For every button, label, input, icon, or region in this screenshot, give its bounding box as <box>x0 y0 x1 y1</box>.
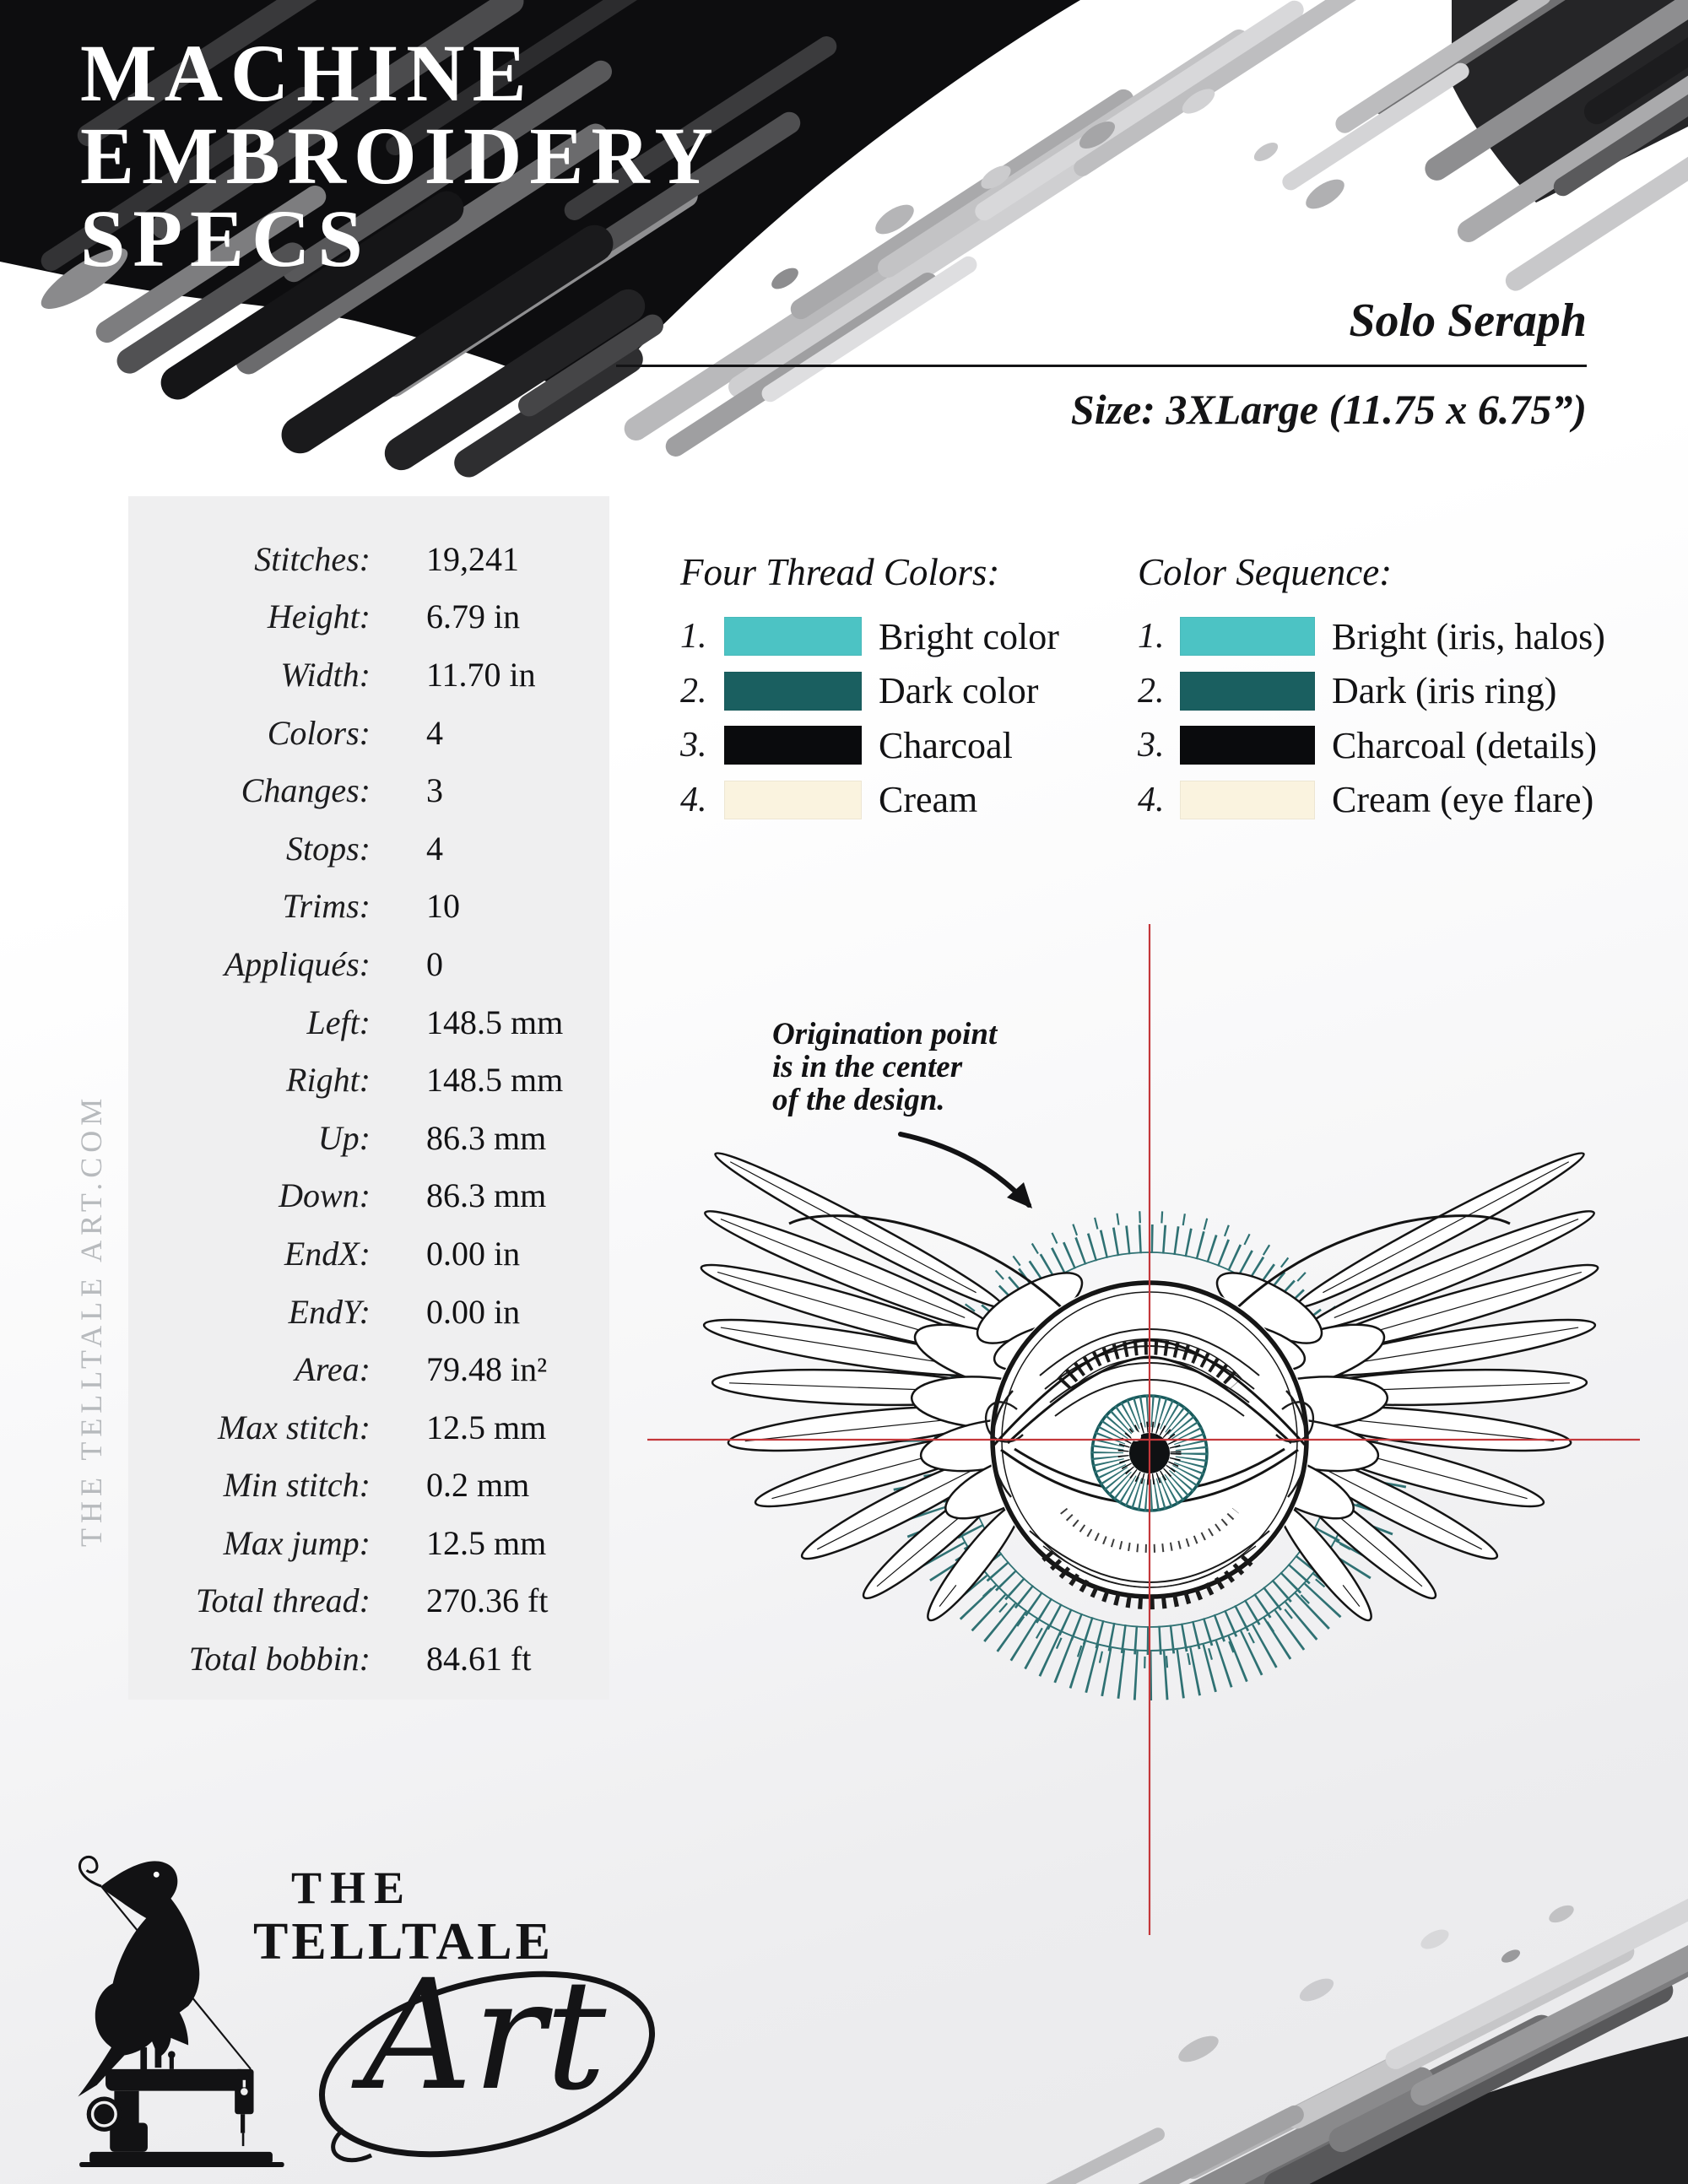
spec-label: Colors: <box>267 713 371 752</box>
color-sequence-item <box>1138 773 1605 828</box>
spec-row <box>128 1572 609 1630</box>
item-number: 4. <box>1138 780 1165 819</box>
thread-colors-heading: Four Thread Colors: <box>680 551 1000 593</box>
spec-row <box>128 1398 609 1457</box>
color-swatch <box>1180 617 1315 656</box>
spec-label: Min stitch: <box>223 1466 371 1505</box>
spec-row <box>128 530 609 588</box>
spec-label: Left: <box>306 1003 371 1041</box>
color-label: Cream <box>879 779 978 821</box>
logo-word-telltale: TELLTALE <box>253 1913 554 1970</box>
spec-row <box>128 1224 609 1283</box>
spec-value: 86.3 mm <box>426 1118 547 1157</box>
spec-label: Width: <box>280 655 371 694</box>
spec-value: 10 <box>426 887 460 926</box>
color-swatch <box>724 726 862 765</box>
color-sequence-item <box>1138 664 1605 719</box>
spec-label: Max stitch: <box>217 1408 371 1446</box>
spec-value: 86.3 mm <box>426 1176 547 1215</box>
origination-note-line: is in the center <box>772 1050 963 1084</box>
spec-value: 4 <box>426 829 443 868</box>
design-name: Solo Seraph <box>1349 295 1587 347</box>
color-label: Charcoal <box>879 724 1013 766</box>
color-swatch <box>724 617 862 656</box>
thread-color-item <box>680 773 1059 828</box>
color-sequence-heading: Color Sequence: <box>1138 551 1393 593</box>
logo-word-art: Art <box>363 1948 607 2124</box>
spec-value: 19,241 <box>426 539 519 578</box>
color-label: Cream (eye flare) <box>1332 779 1594 821</box>
spec-value: 148.5 mm <box>426 1003 564 1041</box>
spec-label: Appliqués: <box>224 944 371 983</box>
embroidery-design-preview <box>591 886 1688 1983</box>
spec-row <box>128 588 609 646</box>
specs-table <box>128 530 609 1688</box>
spec-row <box>128 646 609 704</box>
spec-value: 12.5 mm <box>426 1408 547 1446</box>
origination-arrow <box>901 1134 1032 1208</box>
spec-label: Changes: <box>241 771 371 810</box>
spec-label: Stitches: <box>254 539 371 578</box>
spec-row <box>128 878 609 936</box>
crow-icon <box>78 1857 199 2096</box>
color-swatch <box>1180 726 1315 765</box>
color-label: Dark (iris ring) <box>1332 670 1557 712</box>
spec-label: Stops: <box>286 829 371 868</box>
thread-color-item <box>680 718 1059 773</box>
thread-colors-list <box>680 609 1059 827</box>
color-label: Bright color <box>879 615 1059 657</box>
spec-label: Area: <box>295 1350 371 1389</box>
spec-label: Max jump: <box>223 1523 371 1562</box>
spec-row <box>128 1167 609 1225</box>
spec-row <box>128 704 609 762</box>
item-number: 2. <box>680 671 707 711</box>
thread-color-item <box>680 664 1059 719</box>
spec-value: 148.5 mm <box>426 1061 564 1100</box>
spec-value: 11.70 in <box>426 655 536 694</box>
spec-value: 0 <box>426 944 443 983</box>
header-divider <box>616 365 1587 367</box>
item-number: 1. <box>1138 617 1165 657</box>
item-number: 2. <box>1138 671 1165 711</box>
color-label: Charcoal (details) <box>1332 724 1597 766</box>
spec-label: Total thread: <box>195 1581 371 1620</box>
page-title-line: MACHINE <box>80 28 534 118</box>
spec-row <box>128 1630 609 1688</box>
spec-value: 270.36 ft <box>426 1581 549 1620</box>
color-swatch <box>724 672 862 711</box>
spec-label: Right: <box>286 1061 371 1100</box>
item-number: 3. <box>680 726 707 765</box>
spec-value: 79.48 in² <box>426 1350 548 1389</box>
spec-value: 0.2 mm <box>426 1466 530 1505</box>
spec-row <box>128 1283 609 1341</box>
color-label: Dark color <box>879 670 1039 712</box>
spec-value: 0.00 in <box>426 1292 521 1331</box>
page-title <box>80 28 721 284</box>
color-sequence-list <box>1138 609 1605 827</box>
spec-row <box>128 1457 609 1515</box>
spec-label: Height: <box>267 597 371 636</box>
spec-value: 3 <box>426 771 443 810</box>
color-label: Bright (iris, halos) <box>1332 615 1605 657</box>
color-swatch <box>724 781 862 819</box>
spec-value: 12.5 mm <box>426 1523 547 1562</box>
spec-value: 84.61 ft <box>426 1640 532 1679</box>
spec-label: EndY: <box>288 1292 371 1331</box>
specs-panel <box>128 496 609 1700</box>
spec-label: Trims: <box>282 887 371 926</box>
spec-label: Total bobbin: <box>188 1640 371 1679</box>
item-number: 4. <box>680 780 707 819</box>
color-swatch <box>1180 781 1315 819</box>
origination-note <box>772 1018 997 1116</box>
crow-sewing-machine-logo <box>63 1830 325 2167</box>
spec-label: Up: <box>317 1118 371 1157</box>
spec-value: 0.00 in <box>426 1234 521 1273</box>
spec-row <box>128 761 609 819</box>
spec-row <box>128 993 609 1051</box>
spec-row <box>128 935 609 993</box>
design-size: Size: 3XLarge (11.75 x 6.75”) <box>1070 386 1587 433</box>
color-swatch <box>1180 672 1315 711</box>
spec-label: EndX: <box>284 1234 371 1273</box>
item-number: 3. <box>1138 726 1165 765</box>
origination-note-line: Origination point <box>772 1017 998 1051</box>
thread-color-item <box>680 609 1059 664</box>
spec-row <box>128 1340 609 1398</box>
origination-note-line: of the design. <box>772 1083 945 1117</box>
spec-value: 6.79 in <box>426 597 521 636</box>
spec-row <box>128 1051 609 1109</box>
spec-row <box>128 819 609 878</box>
item-number: 1. <box>680 617 707 657</box>
color-sequence-item <box>1138 718 1605 773</box>
spec-label: Down: <box>279 1176 371 1215</box>
page-title-line: EMBROIDERY <box>80 111 721 201</box>
spec-row <box>128 1514 609 1572</box>
spec-sheet-page: MACHINE EMBROIDERY SPECS Solo Seraph Size: 3XLarge (11.75 x 6.75”) Stitches: 19,241 Height: 6.79 in Width: 11.70 in Colors: 4 Changes: 3 Stops: 4 Trims: 10 Appliqués: 0 Left: 148.5 mm Right: 148.5 mm Up: 86.3 mm Down: 86.3 mm EndX: 0.00 in EndY: 0.00 in Area: 79.48 in² Max stitch: 12.5 mm Min stitch: 0.2 mm Max jump: 12.5 mm Total thread: 270.36 ft Total bobbin: 84.61 ft Four Thread Colors: 1. Bright color 2. Dark color 3. Charcoal 4. Cream Color Sequence: 1. Bright (iris, halos) 2. Dark (iris ring) 3. Charcoal (details) 4. Cream (eye flare) Origination point is in the center of the design. THE TELLTALE ART.COM THE TELLTALE Art <box>0 0 1688 2184</box>
spec-row <box>128 1109 609 1167</box>
logo-word-the: THE <box>291 1862 414 1913</box>
spec-value: 4 <box>426 713 443 752</box>
color-sequence-item <box>1138 609 1605 664</box>
page-title-line: SPECS <box>80 193 371 284</box>
